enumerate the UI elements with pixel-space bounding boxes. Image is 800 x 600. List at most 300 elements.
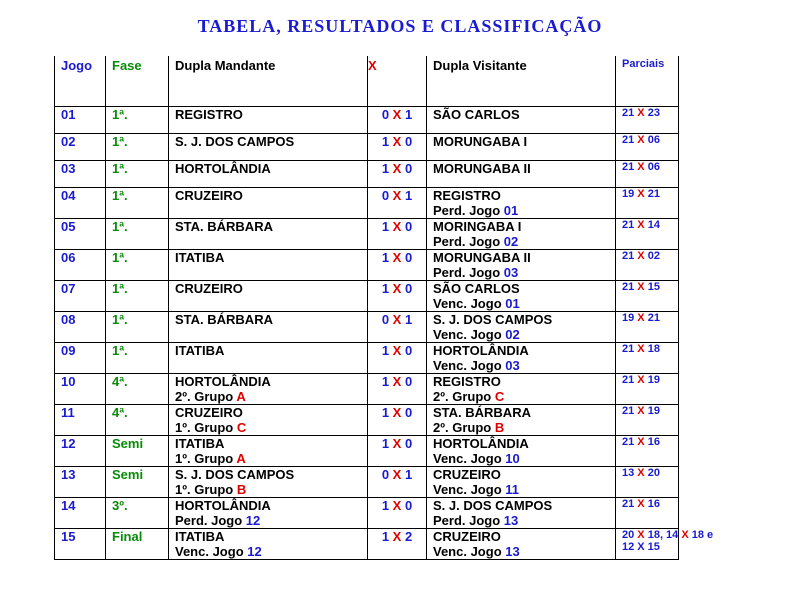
visitante-name: MORUNGABA I	[433, 134, 528, 149]
page-title: TABELA, RESULTADOS E CLASSIFICAÇÃO	[197, 16, 603, 36]
table-row	[55, 134, 679, 161]
parcial-a: 20	[622, 529, 635, 541]
parciais-line	[622, 134, 678, 146]
reference-line	[433, 513, 615, 528]
reference-line	[433, 296, 615, 311]
fase-label: 1ª.	[112, 161, 128, 176]
parciais-line	[622, 161, 678, 173]
parcial-a: 21	[622, 134, 635, 146]
parciais-line	[622, 188, 678, 200]
score-home: 1	[381, 250, 390, 265]
score-home: 1	[381, 498, 390, 513]
mandante-cell	[169, 312, 368, 343]
score-home: 0	[381, 107, 390, 122]
reference-text: 1º. Grupo	[175, 451, 237, 466]
parcial-separator: X	[634, 436, 648, 448]
reference-line	[433, 420, 615, 435]
visitante-cell	[427, 436, 616, 467]
parcial-a: 21	[622, 374, 635, 386]
score-separator: X	[389, 107, 405, 122]
fase-label: 1ª.	[112, 107, 128, 122]
fase-cell	[106, 374, 169, 405]
score-cell	[368, 281, 427, 312]
reference-text: Perd. Jogo	[175, 513, 246, 528]
score-away: 0	[404, 343, 413, 358]
header-fase: Fase	[106, 56, 169, 100]
score-cell	[368, 161, 427, 188]
score-away: 0	[404, 498, 413, 513]
visitante-name: REGISTRO	[433, 188, 501, 203]
reference-text: 2º. Grupo	[433, 420, 495, 435]
parciais-cell	[616, 343, 679, 374]
parciais-line	[622, 374, 678, 386]
parciais-extra: 12 X 15	[622, 541, 660, 553]
jogo-number: 06	[61, 250, 76, 265]
parciais-line	[622, 219, 678, 231]
reference-value: 12	[245, 513, 261, 528]
fase-cell	[106, 161, 169, 188]
fase-cell	[106, 134, 169, 161]
parcial-a: 13	[622, 467, 635, 479]
reference-line	[433, 451, 615, 466]
fase-label: 1ª.	[112, 312, 128, 327]
jogo-cell	[55, 374, 106, 405]
table-row	[55, 343, 679, 374]
reference-value: 12	[247, 544, 262, 559]
score-separator: X	[389, 374, 405, 389]
jogo-number: 05	[61, 219, 76, 234]
score-cell	[368, 405, 427, 436]
jogo-cell	[55, 250, 106, 281]
table-row	[55, 219, 679, 250]
reference-text: Venc. Jogo	[433, 451, 506, 466]
parcial-separator: X	[634, 219, 648, 231]
mandante-name: ITATIBA	[175, 343, 225, 358]
mandante-name: HORTOLÂNDIA	[175, 161, 271, 176]
score-away: 0	[404, 436, 413, 451]
reference-line	[175, 451, 367, 466]
reference-line	[175, 513, 367, 528]
parciais-cell	[616, 188, 679, 219]
jogo-cell	[55, 312, 106, 343]
parciais-cell	[616, 281, 679, 312]
score-home: 1	[381, 374, 390, 389]
reference-line	[175, 389, 367, 404]
mandante-name: ITATIBA	[175, 436, 225, 451]
visitante-cell	[427, 134, 616, 161]
table-row	[55, 405, 679, 436]
parciais-cell	[616, 374, 679, 405]
reference-text: Venc. Jogo	[175, 544, 248, 559]
mandante-cell	[169, 343, 368, 374]
mandante-name: REGISTRO	[175, 107, 243, 122]
score-cell	[368, 498, 427, 529]
score-home: 1	[381, 343, 390, 358]
reference-value: 10	[505, 451, 520, 466]
mandante-cell	[169, 374, 368, 405]
table-row	[55, 188, 679, 219]
jogo-cell	[55, 436, 106, 467]
reference-line	[433, 234, 615, 249]
visitante-cell	[427, 467, 616, 498]
score-separator: X	[389, 134, 405, 149]
parciais-cell	[616, 107, 679, 134]
fase-cell	[106, 188, 169, 219]
parcial-separator: X	[634, 312, 648, 324]
parcial-b: 06	[647, 161, 660, 173]
parcial-separator: X	[634, 188, 648, 200]
parcial-b: 16	[647, 436, 660, 448]
table-row	[55, 107, 679, 134]
reference-text: Perd. Jogo	[433, 265, 504, 280]
jogo-cell	[55, 219, 106, 250]
score-home: 0	[381, 312, 390, 327]
reference-value: A	[236, 451, 246, 466]
jogo-number: 10	[61, 374, 76, 389]
fase-cell	[106, 529, 169, 560]
score-separator: X	[389, 219, 405, 234]
reference-value: A	[236, 389, 246, 404]
visitante-name: HORTOLÂNDIA	[433, 436, 529, 451]
parciais-cell	[616, 250, 679, 281]
table-row	[55, 281, 679, 312]
mandante-name: CRUZEIRO	[175, 405, 243, 420]
parcial-separator: X	[634, 529, 648, 541]
parcial-a: 21	[622, 405, 635, 417]
parcial-a: 19	[622, 312, 635, 324]
fase-label: 1ª.	[112, 219, 128, 234]
fase-cell	[106, 467, 169, 498]
fase-label: Semi	[112, 436, 144, 451]
visitante-name: REGISTRO	[433, 374, 501, 389]
parciais-line	[622, 405, 678, 417]
mandante-cell	[169, 281, 368, 312]
parcial-a: 19	[622, 188, 635, 200]
parcial-separator: X	[634, 281, 648, 293]
fase-cell	[106, 107, 169, 134]
score-home: 1	[381, 436, 390, 451]
score-away: 0	[404, 250, 413, 265]
reference-line	[433, 265, 615, 280]
parciais-line	[622, 312, 678, 324]
visitante-cell	[427, 343, 616, 374]
visitante-name: HORTOLÂNDIA	[433, 343, 529, 358]
fase-label: 3º.	[112, 498, 128, 513]
mandante-cell	[169, 405, 368, 436]
parcial-a: 21	[622, 107, 635, 119]
score-separator: X	[389, 188, 405, 203]
reference-value: B	[494, 420, 505, 435]
mandante-name: S. J. DOS CAMPOS	[175, 467, 295, 482]
jogo-number: 13	[61, 467, 76, 482]
parcial-a: 21	[622, 250, 635, 262]
parciais-line	[622, 107, 678, 119]
parcial-separator: X	[634, 161, 648, 173]
mandante-cell	[169, 161, 368, 188]
score-cell	[368, 529, 427, 560]
score-away: 0	[404, 374, 413, 389]
mandante-name: STA. BÁRBARA	[175, 312, 273, 327]
score-home: 1	[381, 405, 390, 420]
mandante-cell	[169, 467, 368, 498]
visitante-cell	[427, 281, 616, 312]
parcial-a: 21	[622, 219, 635, 231]
jogo-cell	[55, 498, 106, 529]
mandante-name: STA. BÁRBARA	[175, 219, 273, 234]
fase-label: 4ª.	[112, 405, 128, 420]
fase-label: Final	[112, 529, 143, 544]
score-separator: X	[389, 467, 405, 482]
parciais-line	[622, 281, 678, 293]
parcial-a: 21	[622, 436, 635, 448]
table-row	[55, 529, 679, 560]
parcial-b: 19	[647, 374, 660, 386]
score-home: 0	[381, 467, 390, 482]
reference-line	[433, 327, 615, 342]
reference-value: 13	[505, 544, 520, 559]
jogo-number: 09	[61, 343, 76, 358]
parcial-separator: X	[634, 107, 648, 119]
table-header-row	[55, 56, 679, 100]
score-cell	[368, 219, 427, 250]
reference-line	[175, 420, 367, 435]
jogo-cell	[55, 529, 106, 560]
reference-text: Venc. Jogo	[433, 544, 506, 559]
table-row	[55, 312, 679, 343]
visitante-cell	[427, 374, 616, 405]
reference-text: Venc. Jogo	[433, 296, 506, 311]
mandante-name: HORTOLÂNDIA	[175, 498, 271, 513]
mandante-name: ITATIBA	[175, 250, 225, 265]
parciais-cell	[616, 312, 679, 343]
reference-value: 01	[505, 296, 520, 311]
parcial-separator: X	[634, 374, 648, 386]
reference-text: 1º. Grupo	[175, 482, 237, 497]
reference-line	[433, 544, 615, 559]
jogo-number: 14	[61, 498, 76, 513]
mandante-name: HORTOLÂNDIA	[175, 374, 271, 389]
parcial-separator: X	[634, 250, 648, 262]
score-separator: X	[389, 161, 405, 176]
score-home: 1	[381, 219, 390, 234]
jogo-number: 15	[61, 529, 76, 544]
visitante-cell	[427, 161, 616, 188]
fase-label: Semi	[112, 467, 144, 482]
score-cell	[368, 467, 427, 498]
parcial-separator: X	[634, 134, 648, 146]
score-cell	[368, 312, 427, 343]
reference-value: 03	[505, 358, 520, 373]
visitante-name: CRUZEIRO	[433, 467, 501, 482]
fase-cell	[106, 219, 169, 250]
header-mandante: Dupla Mandante	[169, 56, 368, 100]
parcial-b: 19	[647, 405, 660, 417]
score-home: 1	[381, 529, 390, 544]
parciais-cell	[616, 529, 714, 560]
reference-text: Venc. Jogo	[433, 482, 506, 497]
score-cell	[368, 188, 427, 219]
reference-line	[175, 482, 367, 497]
parcial-b: 20	[647, 467, 660, 479]
reference-value: C	[494, 389, 505, 404]
score-cell	[368, 343, 427, 374]
parcial-a: 21	[622, 343, 635, 355]
visitante-cell	[427, 107, 616, 134]
score-away: 0	[404, 161, 413, 176]
results-table	[54, 56, 714, 560]
reference-value: B	[236, 482, 247, 497]
mandante-cell	[169, 219, 368, 250]
visitante-name: MORINGABA I	[433, 219, 522, 234]
parciais-line	[622, 498, 678, 510]
visitante-name: S. J. DOS CAMPOS	[433, 498, 553, 513]
score-separator: X	[389, 529, 405, 544]
jogo-number: 12	[61, 436, 76, 451]
jogo-number: 03	[61, 161, 76, 176]
reference-value: 11	[505, 482, 519, 497]
score-away: 1	[404, 312, 413, 327]
reference-line	[175, 544, 367, 559]
table-row	[55, 161, 679, 188]
parcial-b: 23	[647, 107, 660, 119]
visitante-name: MORUNGABA II	[433, 250, 531, 265]
parcial-b: 14	[647, 219, 660, 231]
header-parciais: Parciais	[616, 56, 679, 100]
visitante-name: S. J. DOS CAMPOS	[433, 312, 553, 327]
mandante-name: S. J. DOS CAMPOS	[175, 134, 295, 149]
reference-text: Venc. Jogo	[433, 358, 506, 373]
fase-label: 4ª.	[112, 374, 128, 389]
parcial-separator: X	[678, 529, 692, 541]
table-row	[55, 436, 679, 467]
mandante-cell	[169, 188, 368, 219]
header-x: X	[368, 56, 427, 100]
reference-text: Perd. Jogo	[433, 234, 504, 249]
visitante-cell	[427, 312, 616, 343]
score-cell	[368, 250, 427, 281]
parciais-line	[622, 529, 714, 541]
parciais-cell	[616, 161, 679, 188]
visitante-cell	[427, 219, 616, 250]
jogo-number: 07	[61, 281, 76, 296]
parcial-separator: X	[634, 467, 648, 479]
reference-value: 03	[503, 265, 519, 280]
fase-label: 1ª.	[112, 281, 128, 296]
visitante-cell	[427, 529, 616, 560]
parcial-a: 21	[622, 281, 635, 293]
visitante-name: SÃO CARLOS	[433, 107, 520, 122]
score-home: 1	[381, 134, 390, 149]
fase-label: 1ª.	[112, 188, 128, 203]
mandante-cell	[169, 529, 368, 560]
score-away: 0	[404, 134, 413, 149]
parciais-line	[622, 343, 678, 355]
reference-value: 13	[503, 513, 519, 528]
score-away: 0	[404, 281, 413, 296]
parcial-separator: X	[634, 405, 648, 417]
parciais-line	[622, 436, 678, 448]
score-away: 1	[404, 188, 413, 203]
reference-text: 1º. Grupo	[175, 420, 237, 435]
visitante-name: SÃO CARLOS	[433, 281, 520, 296]
parciais-cell	[616, 219, 679, 250]
jogo-cell	[55, 467, 106, 498]
parciais-cell	[616, 467, 679, 498]
visitante-cell	[427, 405, 616, 436]
reference-line	[433, 203, 615, 218]
mandante-name: ITATIBA	[175, 529, 225, 544]
reference-text: Perd. Jogo	[433, 203, 504, 218]
parcial-a: 21	[622, 498, 635, 510]
parcial-a: 21	[622, 161, 635, 173]
fase-cell	[106, 343, 169, 374]
parcial-b: 02	[647, 250, 660, 262]
score-away: 1	[404, 107, 413, 122]
parcial-b: 21	[647, 312, 660, 324]
parcial-b: 16	[647, 498, 660, 510]
table-row	[55, 250, 679, 281]
table-row	[55, 467, 679, 498]
reference-text: 2º. Grupo	[433, 389, 495, 404]
visitante-name: MORUNGABA II	[433, 161, 531, 176]
jogo-cell	[55, 161, 106, 188]
reference-value: C	[236, 420, 247, 435]
parcial-b: 18, 14	[647, 529, 679, 541]
jogo-cell	[55, 405, 106, 436]
score-home: 1	[381, 161, 390, 176]
parcial-b: 21	[647, 188, 660, 200]
jogo-cell	[55, 134, 106, 161]
mandante-cell	[169, 436, 368, 467]
jogo-cell	[55, 107, 106, 134]
header-jogo: Jogo	[55, 56, 106, 100]
parcial-b: 15	[647, 281, 660, 293]
parcial-separator: X	[634, 498, 648, 510]
score-separator: X	[389, 250, 405, 265]
jogo-number: 01	[61, 107, 76, 122]
reference-text: 2º. Grupo	[175, 389, 237, 404]
parcial-separator: X	[634, 343, 648, 355]
reference-line	[433, 482, 615, 497]
parciais-cell	[616, 134, 679, 161]
score-cell	[368, 107, 427, 134]
jogo-number: 02	[61, 134, 76, 149]
header-visitante: Dupla Visitante	[427, 56, 616, 100]
reference-line	[433, 389, 615, 404]
parciais-cell	[616, 498, 679, 529]
score-separator: X	[389, 281, 405, 296]
score-home: 1	[381, 281, 390, 296]
score-separator: X	[389, 312, 405, 327]
fase-cell	[106, 498, 169, 529]
mandante-cell	[169, 134, 368, 161]
jogo-number: 04	[61, 188, 76, 203]
parcial-b: 18	[647, 343, 660, 355]
score-away: 2	[404, 529, 413, 544]
mandante-cell	[169, 107, 368, 134]
mandante-name: CRUZEIRO	[175, 281, 243, 296]
score-cell	[368, 134, 427, 161]
score-away: 1	[404, 467, 413, 482]
fase-label: 1ª.	[112, 250, 128, 265]
fase-cell	[106, 436, 169, 467]
parciais-line	[622, 250, 678, 262]
jogo-cell	[55, 281, 106, 312]
score-away: 0	[404, 219, 413, 234]
score-cell	[368, 436, 427, 467]
score-separator: X	[389, 436, 405, 451]
mandante-cell	[169, 250, 368, 281]
